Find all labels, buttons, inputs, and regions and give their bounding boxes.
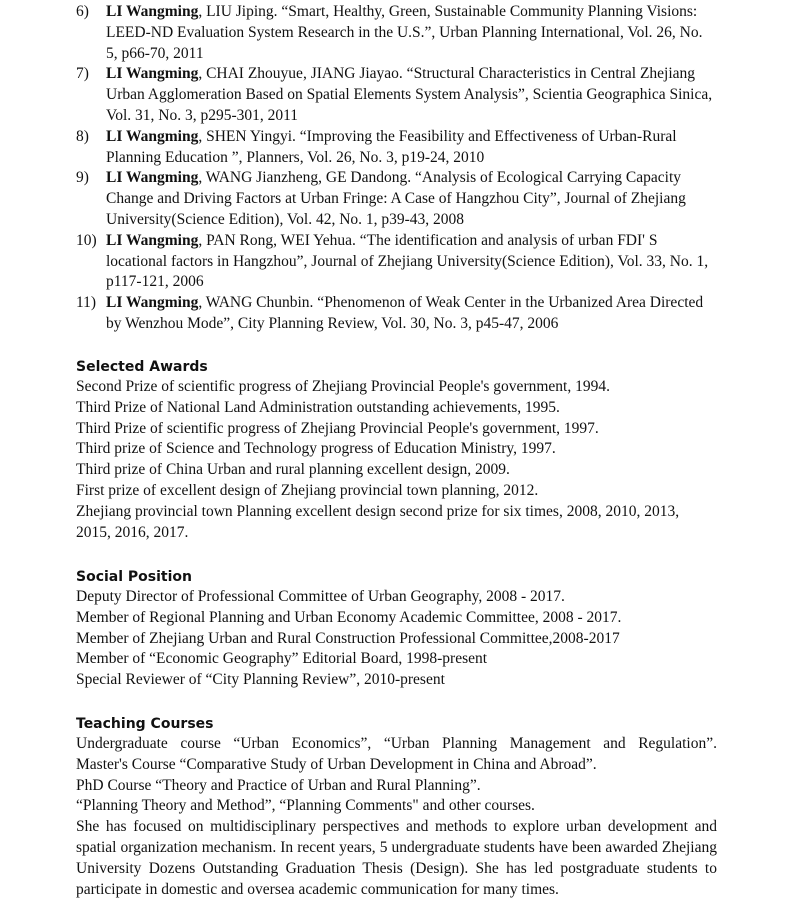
award-item: Zhejiang provincial town Planning excellent design second prize for six times, 2008, 2010, 2013, 2015, 2016, 2017. [76, 502, 680, 541]
publication-details: , CHAI Zhouyue, JIANG Jiayao. “Structural Characteristics in Central Zhejiang Urban Agglomeration Based on Spatial Elements System Analysis”, Scientia Geographica Sinica, Vol. 31, No. 3, p295-301, 2011 [106, 65, 713, 124]
publication-details: , SHEN Yingyi. “Improving the Feasibility and Effectiveness of Urban-Rural Planning Education ”, Planners, Vol. 26, No. 3, p19-24, 2010 [106, 127, 677, 166]
publication-author: LI Wangming [106, 231, 199, 249]
award-item: Third prize of China Urban and rural planning excellent design, 2009. [76, 461, 510, 479]
position-item: Member of Zhejiang Urban and Rural Construction Professional Committee,2008-2017 [76, 629, 620, 647]
publication-author: LI Wangming [106, 294, 199, 312]
award-item: Third Prize of scientific progress of Zhejiang Provincial People's government, 1997. [76, 419, 599, 437]
publication-author: LI Wangming [106, 127, 199, 145]
publication-item [76, 231, 716, 293]
publication-details: , WANG Chunbin. “Phenomenon of Weak Center in the Urbanized Area Directed by Wenzhou Mode”, City Planning Review, Vol. 30, No. 3, p45-47, 2006 [106, 294, 704, 332]
course-item: “Planning Theory and Method”, “Planning Comments" and other courses. [76, 797, 535, 815]
publication-item [76, 168, 716, 230]
teaching-heading: Teaching Courses [76, 716, 214, 732]
position-item: Special Reviewer of “City Planning Review”, 2010-present [76, 671, 445, 689]
award-item: First prize of excellent design of Zhejiang provincial town planning, 2012. [76, 481, 539, 499]
publication-author: LI Wangming [106, 3, 199, 20]
publication-number: 8) [76, 127, 89, 145]
awards-heading: Selected Awards [76, 359, 208, 375]
publication-number: 6) [76, 3, 89, 20]
course-item: Master's Course “Comparative Study of Urban Development in China and Abroad”. [76, 755, 597, 773]
position-item: Member of “Economic Geography” Editorial Board, 1998-present [76, 650, 488, 668]
publication-number: 11) [76, 294, 97, 312]
award-item: Second Prize of scientific progress of Zhejiang Provincial People's government, 1994. [76, 378, 610, 395]
publication-author: LI Wangming [106, 169, 199, 187]
publication-item [76, 293, 716, 335]
publication-number: 9) [76, 169, 89, 187]
teaching-section [76, 714, 717, 900]
award-item: Third Prize of National Land Administration outstanding achievements, 1995. [76, 398, 560, 416]
publication-item [76, 2, 716, 64]
publication-number: 10) [76, 231, 97, 249]
publication-details: , LIU Jiping. “Smart, Healthy, Green, Sustainable Community Planning Visions: LEED-ND Evaluation System Research in the U.S.”, Urban Planning International, Vol. 26, No. 5, p66-70, 2011 [106, 3, 703, 62]
course-item: PhD Course “Theory and Practice of Urban and Rural Planning”. [76, 776, 481, 794]
publication-item [76, 127, 716, 169]
teaching-paragraph: She has focused on multidisciplinary perspectives and methods to explore urban development and spatial organization mechanism. In recent years, 5 undergraduate students have been awarded Zhejiang University Dozens Outstanding Graduation Thesis (Design). She has led postgraduate students to participate in domestic and oversea academic communication for many times. [76, 818, 717, 898]
publication-item [76, 64, 716, 126]
social-position-heading: Social Position [76, 569, 193, 585]
publication-list [76, 2, 716, 335]
publication-author: LI Wangming [106, 65, 199, 83]
course-item: Undergraduate course “Urban Economics”, “Urban Planning Management and Regulation”. [76, 735, 717, 752]
position-item: Member of Regional Planning and Urban Economy Academic Committee, 2008 - 2017. [76, 608, 622, 626]
publication-details: , WANG Jianzheng, GE Dandong. “Analysis of Ecological Carrying Capacity Change and Driving Factors at Urban Fringe: A Case of Hangzhou City”, Journal of Zhejiang University(Science Edition), Vol. 42, No. 1, p39-43, 2008 [106, 169, 686, 228]
publication-number: 7) [76, 65, 89, 83]
social-position-section [76, 567, 726, 691]
award-item: Third prize of Science and Technology progress of Education Ministry, 1997. [76, 440, 556, 458]
position-item: Deputy Director of Professional Committee of Urban Geography, 2008 - 2017. [76, 588, 565, 605]
awards-section [76, 357, 726, 543]
publication-details: , PAN Rong, WEI Yehua. “The identification and analysis of urban FDI' S locational factors in Hangzhou”, Journal of Zhejiang University(Science Edition), Vol. 33, No. 1, p117-121, 2006 [106, 231, 709, 291]
